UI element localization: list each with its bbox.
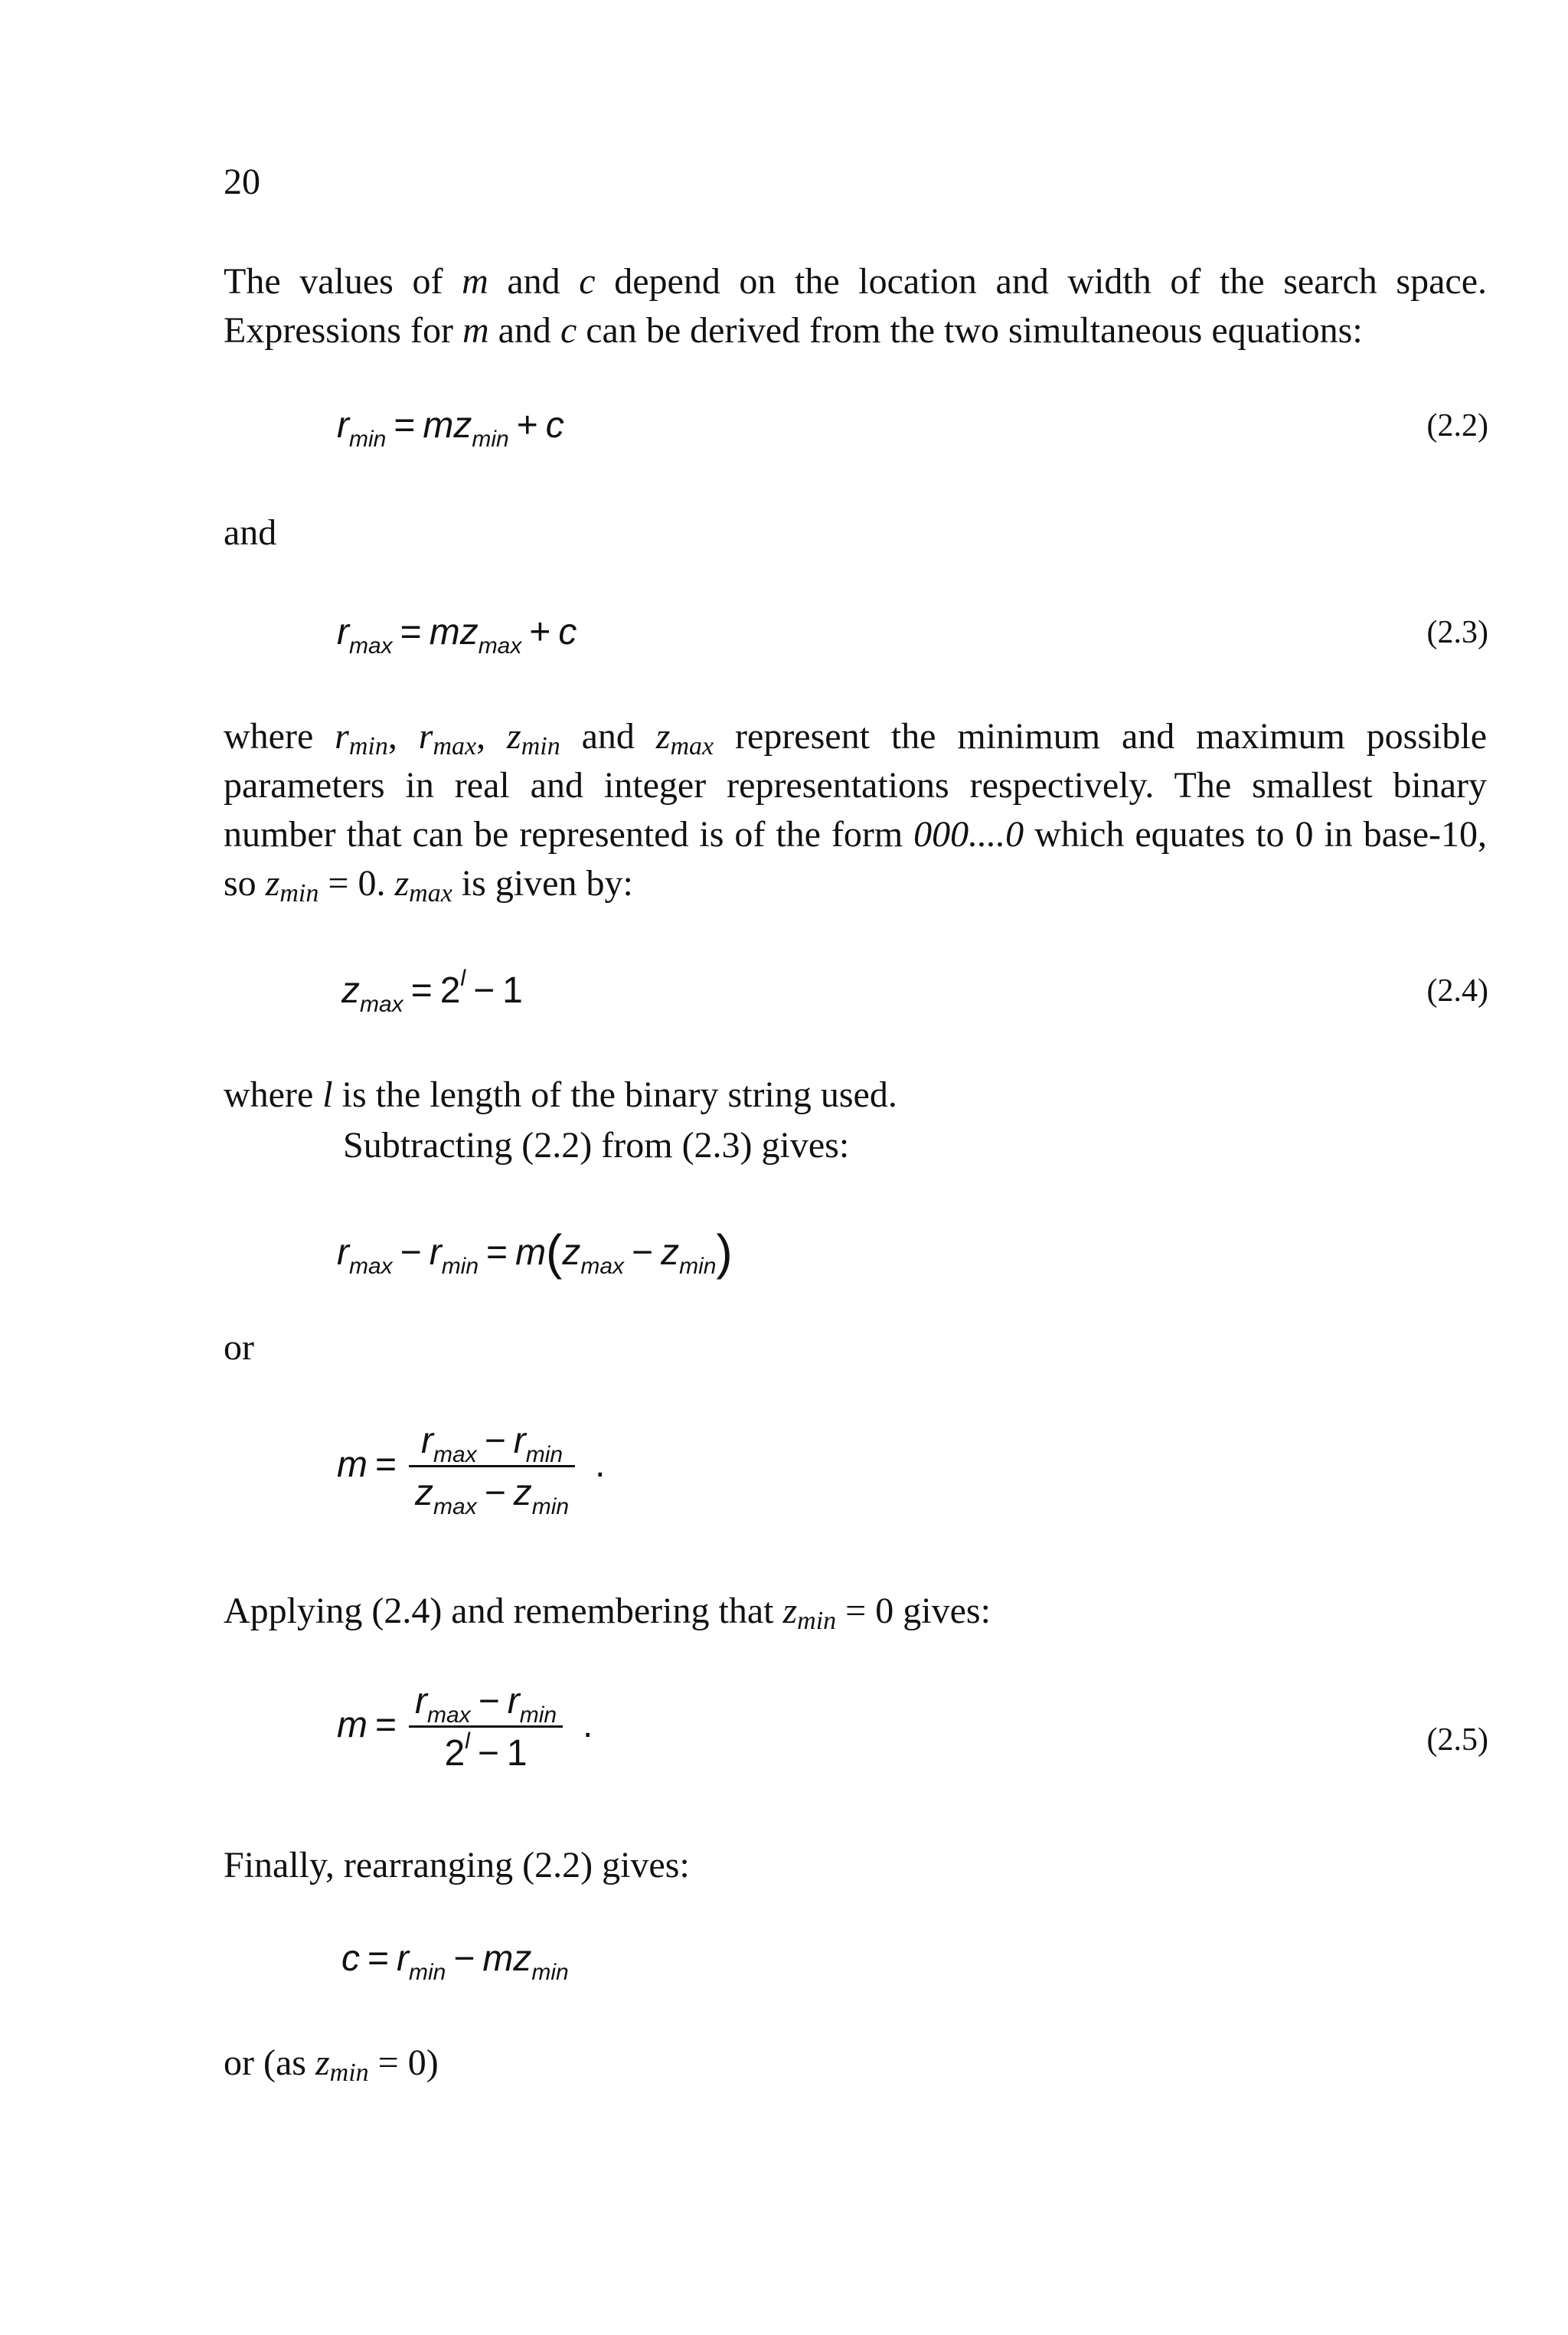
- paragraph-subtracting: Subtracting (2.2) from (2.3) gives:: [343, 1125, 850, 1166]
- equation-2-3: $r_{max} = mz_{max} + c$: [337, 612, 577, 659]
- fraction-numerator: $r_{max} - r_{min}$: [415, 1681, 557, 1728]
- paragraph-intro: The values of m and c depend on the location and width of the search space. Expressions for m and c can be derived from the two simultaneous equations:: [224, 261, 1488, 351]
- equation-2-5: m = $\frac{r_{max} - r_{min}}{2^l - 1}$ .: [337, 1681, 593, 1774]
- paragraph-or-as: or (as $z_{min} = 0$): [224, 2042, 439, 2087]
- page-number: 20: [224, 162, 260, 202]
- equation-number-2-5: (2.5): [1426, 1722, 1488, 1758]
- equation-subtraction: $r_{max} - r_{min} = m(z_{max} - z_{min})$: [337, 1225, 733, 1280]
- equation-2-4: $z_{max} = 2^l - 1$: [341, 966, 523, 1017]
- connector-or: or: [224, 1327, 254, 1368]
- equation-2-2: $r_{min} = mz_{min} + c$: [337, 405, 564, 452]
- fraction: [409, 1680, 563, 1774]
- equation-number-2-2: (2.2): [1426, 408, 1488, 443]
- paragraph-applying: Applying (2.4) and remembering that $z_{min} = 0$ gives:: [224, 1591, 991, 1635]
- equation-number-2-3: (2.3): [1426, 615, 1488, 650]
- fraction-denominator: $z_{max} - z_{min}$: [409, 1465, 575, 1514]
- paragraph-length: where l is the length of the binary string used.: [224, 1074, 897, 1115]
- connector-and: and: [224, 512, 277, 553]
- equation-c: $c = r_{min} - mz_{min}$: [341, 1938, 569, 1985]
- paragraph-definitions: where $r_{min}$, $r_{max}$, $z_{min}$ and $z_{max}$ represent the minimum and maximum possible parameters in real and integer representations respectively. The smallest binary number that can be represented is of the form 000....0 which equates to 0 in base-10, so $z_{min} = 0$. $z_{max}$ is given by:: [224, 716, 1488, 908]
- fraction-numerator: $r_{max} - r_{min}$: [421, 1421, 564, 1467]
- paragraph-finally: Finally, rearranging (2.2) gives:: [224, 1845, 690, 1885]
- equation-number-2-4: (2.4): [1426, 973, 1488, 1009]
- fraction-denominator: $2^l - 1$: [409, 1725, 563, 1774]
- equation-m: m = $\frac{r_{max} - r_{min}}{z_{max} - z_{min}}$ .: [337, 1421, 606, 1519]
- fraction: [409, 1420, 575, 1519]
